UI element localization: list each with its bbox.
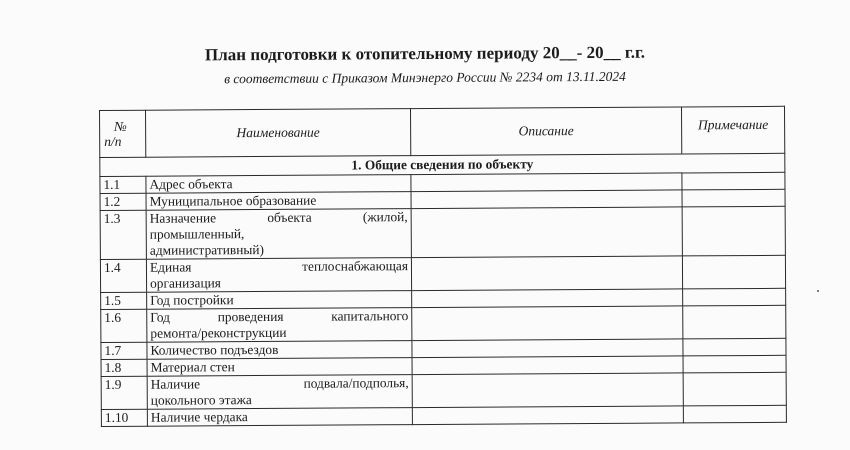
row-description-cell[interactable] bbox=[412, 306, 683, 341]
row-number: 1.7 bbox=[101, 342, 147, 359]
table-row bbox=[100, 206, 785, 259]
row-note-cell[interactable] bbox=[682, 189, 785, 207]
row-note-cell[interactable] bbox=[683, 405, 786, 423]
row-name bbox=[147, 341, 412, 360]
row-description-cell[interactable] bbox=[412, 373, 683, 408]
header-name: Наименование bbox=[146, 109, 411, 158]
row-number: 1.4 bbox=[100, 259, 146, 292]
table-row bbox=[101, 405, 786, 426]
row-number: 1.5 bbox=[101, 292, 147, 309]
row-name-text-last: организация bbox=[150, 275, 221, 291]
row-number: 1.6 bbox=[101, 309, 147, 342]
row-description-cell[interactable] bbox=[412, 406, 683, 425]
row-name bbox=[146, 258, 411, 293]
row-name-text-last: цокольного этажа bbox=[150, 392, 252, 408]
row-name-text: Наличие чердака bbox=[150, 409, 248, 425]
row-name-text: Наличие подвала/подполья, bbox=[150, 375, 409, 392]
header-number bbox=[100, 110, 146, 157]
row-note-cell[interactable] bbox=[683, 305, 786, 339]
row-note-cell[interactable] bbox=[683, 372, 786, 406]
table-row bbox=[100, 255, 785, 292]
row-description-cell[interactable] bbox=[411, 207, 682, 258]
row-name bbox=[146, 209, 411, 260]
header-note: Примечание bbox=[681, 106, 784, 154]
row-note-cell[interactable] bbox=[683, 355, 786, 373]
table-row bbox=[101, 305, 786, 342]
row-note-cell[interactable] bbox=[683, 288, 786, 306]
row-description-cell[interactable] bbox=[412, 356, 683, 375]
row-number: 1.3 bbox=[100, 210, 146, 259]
header-description: Описание bbox=[410, 107, 681, 156]
row-name-text-last: ремонта/реконструкции bbox=[150, 324, 287, 341]
row-number: 1.1 bbox=[100, 176, 146, 193]
document-title: План подготовки к отопительному периоду 20__- 20__ г.г. bbox=[204, 42, 646, 65]
row-name-text: Адрес объекта bbox=[149, 176, 233, 192]
row-name-text: Год постройки bbox=[150, 292, 234, 308]
row-name-text: Муниципальное образование bbox=[149, 192, 317, 209]
header-number-abbrev: п/п bbox=[104, 133, 122, 149]
row-description-cell[interactable] bbox=[411, 190, 682, 209]
row-number: 1.9 bbox=[101, 376, 147, 409]
row-description-cell[interactable] bbox=[412, 339, 683, 358]
row-name bbox=[147, 408, 412, 427]
row-name bbox=[146, 192, 411, 211]
row-description-cell[interactable] bbox=[412, 289, 683, 308]
row-number: 1.2 bbox=[100, 193, 146, 210]
row-note-cell[interactable] bbox=[683, 338, 786, 356]
section-title: 1. Общие сведения по объекту bbox=[100, 153, 785, 176]
row-name bbox=[147, 375, 412, 410]
row-name-text: Назначение объекта (жилой, промышленный, bbox=[149, 209, 408, 242]
row-note-cell[interactable] bbox=[682, 255, 785, 289]
row-number: 1.10 bbox=[101, 409, 147, 426]
row-note-cell[interactable] bbox=[682, 206, 785, 256]
row-name bbox=[147, 308, 412, 343]
scan-speck bbox=[817, 290, 819, 292]
table-header-row bbox=[100, 106, 785, 157]
row-name-text: Единая теплоснабжающая bbox=[149, 258, 409, 275]
row-name-text: Материал стен bbox=[150, 359, 235, 375]
row-number: 1.8 bbox=[101, 359, 147, 376]
row-name bbox=[146, 175, 411, 194]
header-number-symbol: № bbox=[114, 118, 127, 134]
row-name bbox=[147, 358, 412, 377]
row-name-text-last: административный) bbox=[149, 241, 265, 258]
row-name bbox=[147, 291, 412, 310]
document-subtitle: в соответствии с Приказом Минэнерго России № 2234 от 13.11.2024 bbox=[224, 68, 626, 87]
row-description-cell[interactable] bbox=[411, 256, 682, 291]
plan-table bbox=[99, 106, 787, 427]
row-name-text: Год проведения капитального bbox=[150, 308, 409, 325]
table-row bbox=[101, 372, 786, 409]
row-description-cell[interactable] bbox=[411, 173, 682, 192]
row-name-text: Количество подъездов bbox=[150, 341, 279, 358]
row-note-cell[interactable] bbox=[682, 172, 785, 190]
